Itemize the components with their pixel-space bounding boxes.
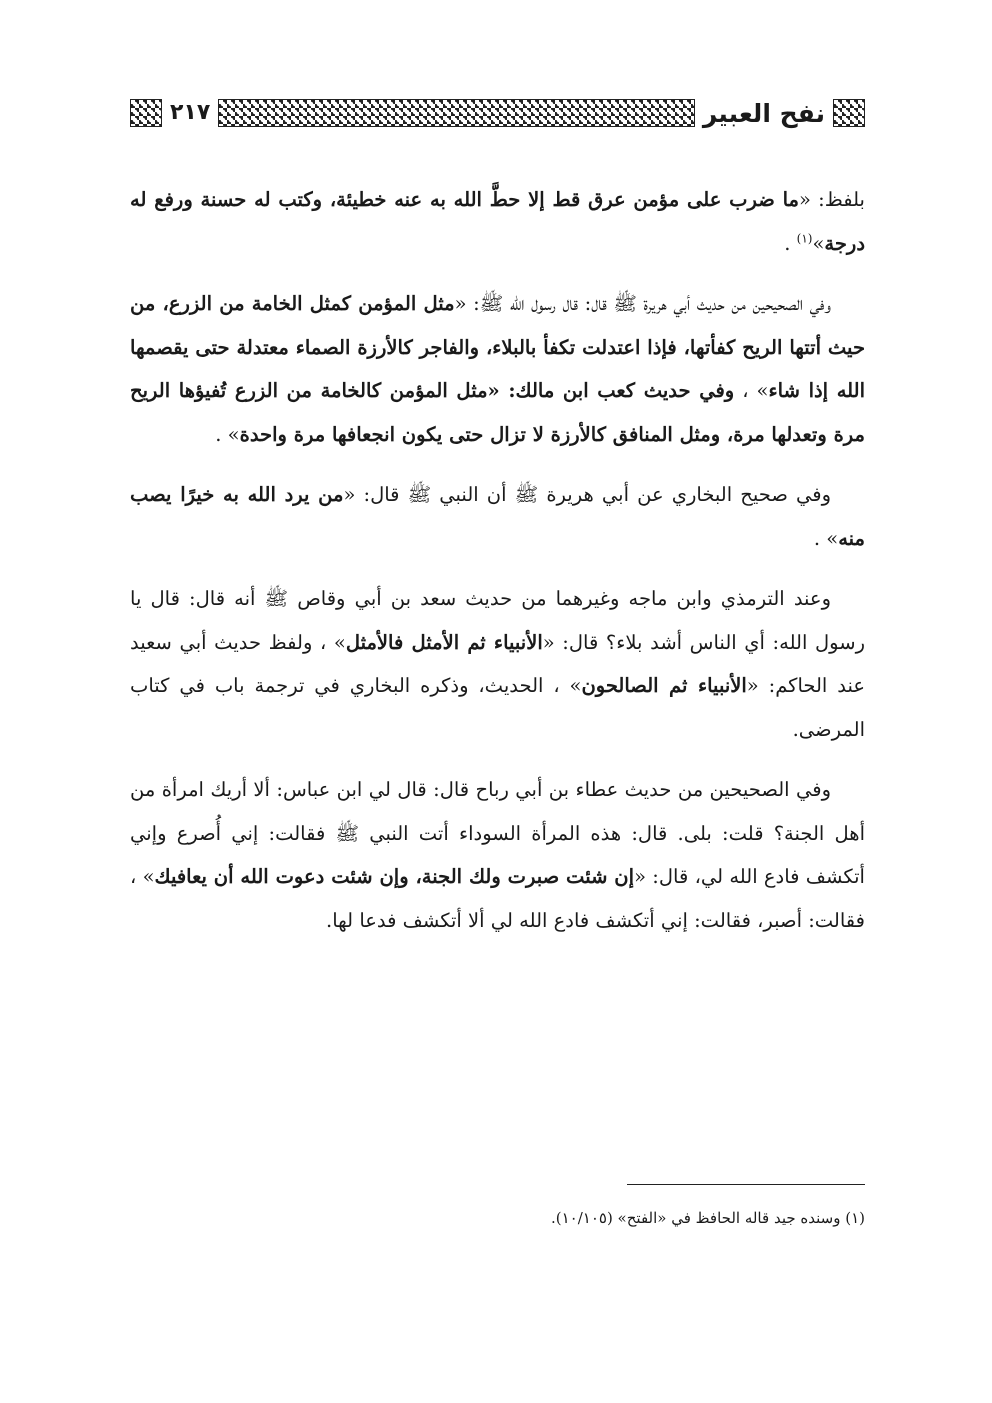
text-run: » <box>812 231 825 255</box>
text-run: » ، ولفظ حديث أبي سعيد عند الحاكم: « <box>130 630 865 697</box>
paragraph <box>130 577 865 751</box>
main-text <box>130 178 865 959</box>
header-ornament-right <box>833 99 865 127</box>
text-run: وفي الصحيحين من حديث أبي هريرة ﷺ قال: قال رسول الله ﷺ: « <box>454 292 831 315</box>
paragraph <box>130 282 865 456</box>
footnote: (١) وسنده جيد قاله الحافظ في «الفتح» (١٠/١٠٥). <box>550 1209 865 1227</box>
footnote-ref: (١) <box>796 231 813 245</box>
hadith-text: ما ضرب على مؤمن عرق قط إلا حطَّ الله به عنه خطيئة، وكتب له حسنة ورفع له درجة <box>130 188 865 255</box>
text-run: » ، فقالت: أصبر، فقالت: إني أتكشف فادع الله لي ألا أتكشف فدعا لها. <box>130 865 865 932</box>
hadith-text: من يرد الله به خيرًا يصب منه <box>130 483 865 550</box>
book-title: نفح العبير <box>702 98 825 128</box>
header-ornament-left <box>130 99 162 127</box>
text-run: » . <box>813 526 839 550</box>
paragraph <box>130 178 865 265</box>
hadith-text: الأنبياء ثم الصالحون <box>581 674 747 697</box>
footnote-divider <box>627 1184 865 1185</box>
text-run: » ، <box>734 379 769 402</box>
running-header <box>130 96 865 130</box>
page-number: ٢١٧ <box>170 100 211 125</box>
hadith-text: الأنبياء ثم الأمثل فالأمثل <box>345 630 543 654</box>
text-run: » . <box>215 422 240 446</box>
text-run: بلفظ: « <box>799 188 865 211</box>
paragraph <box>130 473 865 560</box>
header-ornament-band <box>218 99 695 127</box>
text-run: . <box>784 231 797 255</box>
hadith-text: وفي حديث كعب ابن مالك: «مثل المؤمن كالخامة من الزرع تُفيؤها الريح مرة وتعدلها مرة، ومثل المنافق كالأرزة لا تزال حتى يكون انجعافها مرة واحدة <box>130 379 865 446</box>
paragraph <box>130 768 865 942</box>
text-run: وفي الصحيحين من حديث عطاء بن أبي رباح قال: قال لي ابن عباس: ألا أريك امرأة من أهل الجنة؟ قلت: بلى. قال: هذه المرأة السوداء أتت النبي ﷺ فقالت: إني أُصرع وإني أتكشف فادع الله لي، قال: « <box>130 778 865 888</box>
text-run: وعند الترمذي وابن ماجه وغيرهما من حديث سعد بن أبي وقاص ﷺ أنه قال: قال يا رسول الله: أي الناس أشد بلاء؟ قال: « <box>130 587 866 654</box>
hadith-text: مثل المؤمن كمثل الخامة من الزرع، من حيث أتتها الريح كفأتها، فإذا اعتدلت تكفأ بالبلاء، والفاجر كالأرزة الصماء معتدلة حتى يقصمها الله إذا شاء <box>130 292 865 402</box>
hadith-text: إن شئت صبرت ولك الجنة، وإن شئت دعوت الله أن يعافيك <box>154 865 635 888</box>
text-run: » ، الحديث، وذكره البخاري في ترجمة باب في كتاب المرضى. <box>130 674 865 741</box>
text-run: وفي صحيح البخاري عن أبي هريرة ﷺ أن النبي ﷺ قال: « <box>343 483 831 506</box>
